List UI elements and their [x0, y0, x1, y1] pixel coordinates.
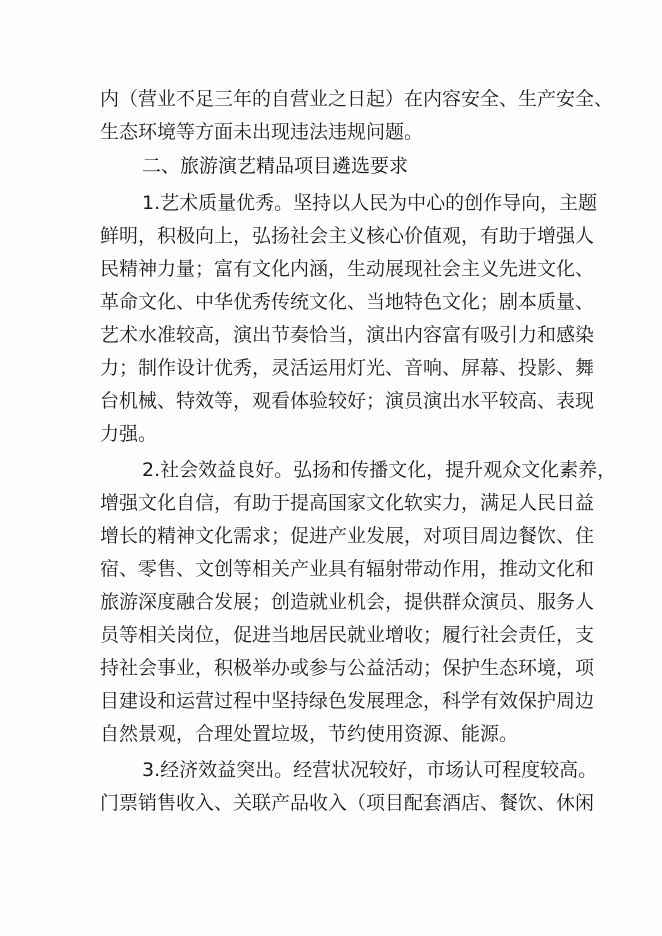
section-heading: 二、旅游演艺精品项目遴选要求	[142, 155, 409, 177]
paragraph-line: 目建设和运营过程中坚持绿色发展理念，科学有效保护周边	[100, 690, 595, 712]
paragraph-line: 持社会事业，积极举办或参与公益活动；保护生态环境，项	[100, 657, 595, 679]
item-number: 2.	[142, 459, 161, 481]
item-1-first-line	[142, 191, 598, 215]
paragraph-line: 台机械、特效等，观看体验较好；演员演出水平较高、表现	[100, 390, 595, 412]
item-2-first-line	[142, 458, 617, 482]
paragraph-line: 内（营业不足三年的自营业之日起）在内容安全、生产安全、	[100, 88, 614, 110]
paragraph-line: 旅游深度融合发展；创造就业机会，提供群众演员、服务人	[100, 591, 595, 613]
paragraph-line: 力；制作设计优秀，灵活运用灯光、音响、屏幕、投影、舞	[100, 357, 595, 379]
paragraph-line: 自然景观，合理处置垃圾，节约使用资源、能源。	[100, 723, 519, 745]
paragraph-line: 民精神力量；富有文化内涵，生动展现社会主义先进文化、	[100, 258, 595, 280]
paragraph-line: 力强。	[100, 423, 158, 445]
paragraph-line: 门票销售收入、关联产品收入（项目配套酒店、餐饮、休闲	[100, 792, 595, 814]
paragraph-line: 增强文化自信，有助于提高国家文化软实力，满足人民日益	[100, 492, 595, 514]
paragraph-line: 革命文化、中华优秀传统文化、当地特色文化；剧本质量、	[100, 291, 595, 313]
paragraph-line: 生态环境等方面未出现违法违规问题。	[100, 121, 424, 143]
item-number: 1.	[142, 192, 161, 214]
paragraph-line: 艺术水准较高，演出节奏恰当，演出内容富有吸引力和感染	[100, 324, 595, 346]
item-text: 艺术质量优秀。坚持以人民为中心的创作导向，主题	[160, 192, 598, 214]
paragraph-line: 鲜明，积极向上，弘扬社会主义核心价值观，有助于增强人	[100, 225, 595, 247]
paragraph-line: 宿、零售、文创等相关产业具有辐射带动作用，推动文化和	[100, 558, 595, 580]
paragraph-line: 员等相关岗位，促进当地居民就业增收；履行社会责任，支	[100, 624, 595, 646]
item-text: 经济效益突出。经营状况较好，市场认可程度较高。	[160, 759, 598, 781]
item-text: 社会效益良好。弘扬和传播文化，提升观众文化素养，	[160, 459, 617, 481]
item-3-first-line	[142, 758, 598, 782]
paragraph-line: 增长的精神文化需求；促进产业发展，对项目周边餐饮、住	[100, 525, 595, 547]
item-number: 3.	[142, 759, 161, 781]
